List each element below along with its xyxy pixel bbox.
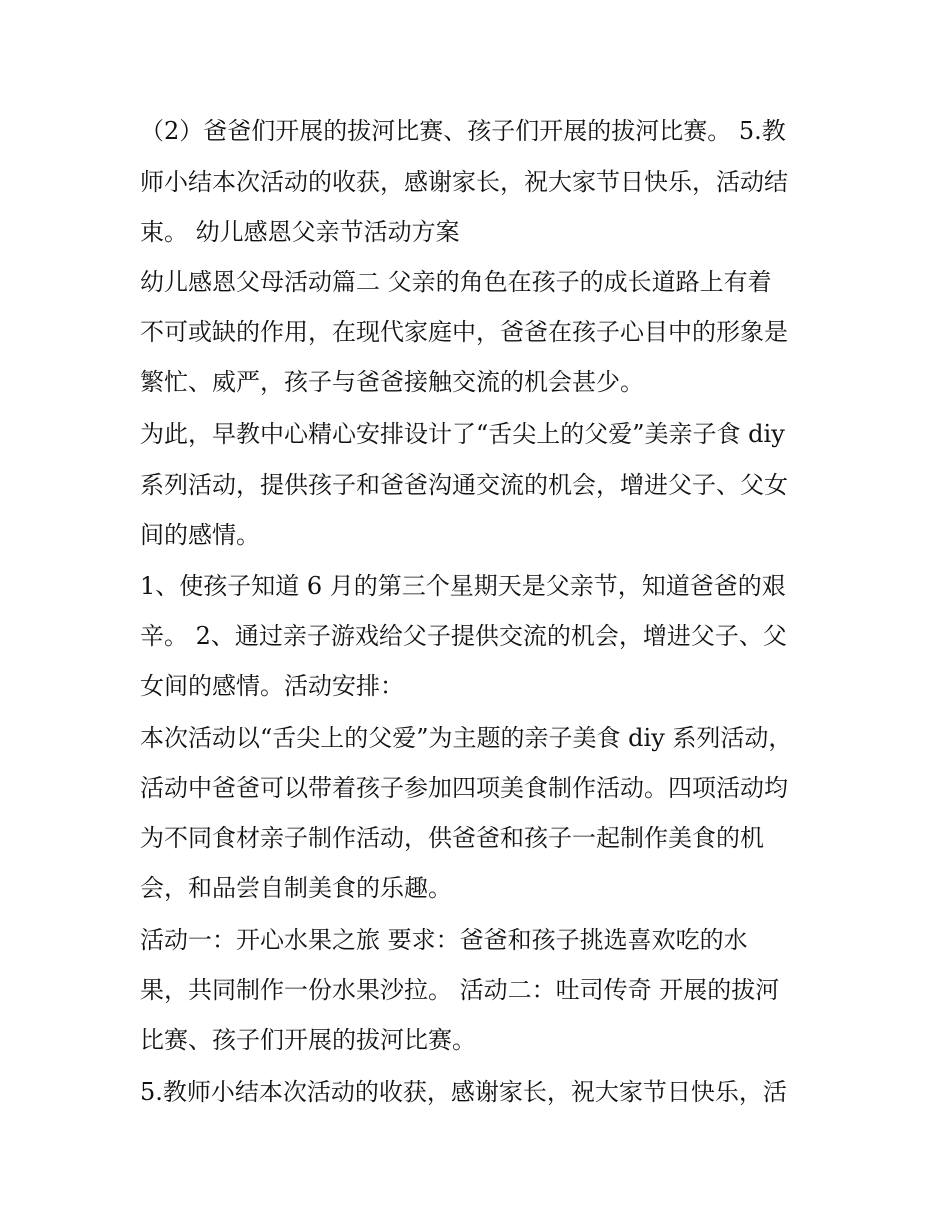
text-line: 5.教师小结本次活动的收获，感谢家长，祝大家节日快乐，活	[140, 1078, 787, 1106]
text-line: 活动一：开心水果之旅 要求：爸爸和孩子挑选喜欢吃的水	[140, 926, 748, 954]
text-line: 不可或缺的作用，在现代家庭中，爸爸在孩子心目中的形象是	[140, 318, 788, 346]
text-line: （2）爸爸们开展的拔河比赛、孩子们开展的拔河比赛。 5.教	[140, 117, 786, 145]
text-line: 为不同食材亲子制作活动，供爸爸和孩子一起制作美食的机	[140, 824, 764, 852]
text-line: 系列活动，提供孩子和爸爸沟通交流的机会，增进父子、父女	[140, 471, 788, 499]
text-line: 女间的感情。活动安排：	[140, 672, 404, 700]
text-line: 1、使孩子知道 6 月的第三个星期天是父亲节，知道爸爸的艰	[140, 572, 786, 600]
text-line: 幼儿感恩父母活动篇二 父亲的角色在孩子的成长道路上有着	[140, 268, 772, 296]
text-line: 会，和品尝自制美食的乐趣。	[140, 874, 452, 902]
text-line: 辛。 2、通过亲子游戏给父子提供交流的机会，增进父子、父	[140, 622, 787, 650]
text-line: 繁忙、威严，孩子与爸爸接触交流的机会甚少。	[140, 368, 644, 396]
text-line: 为此，早教中心精心安排设计了“舌尖上的父爱”美亲子食 diy	[140, 420, 785, 448]
text-line: 果，共同制作一份水果沙拉。 活动二：吐司传奇 开展的拔河	[140, 976, 780, 1004]
text-line: 束。 幼儿感恩父亲节活动方案	[140, 218, 460, 246]
text-line: 活动中爸爸可以带着孩子参加四项美食制作活动。四项活动均	[140, 774, 788, 802]
text-line: 比赛、孩子们开展的拔河比赛。	[140, 1026, 476, 1054]
text-line: 本次活动以“舌尖上的父爱”为主题的亲子美食 diy 系列活动，	[140, 724, 793, 752]
text-line: 间的感情。	[140, 521, 260, 549]
text-line: 师小结本次活动的收获，感谢家长，祝大家节日快乐，活动结	[140, 168, 788, 196]
